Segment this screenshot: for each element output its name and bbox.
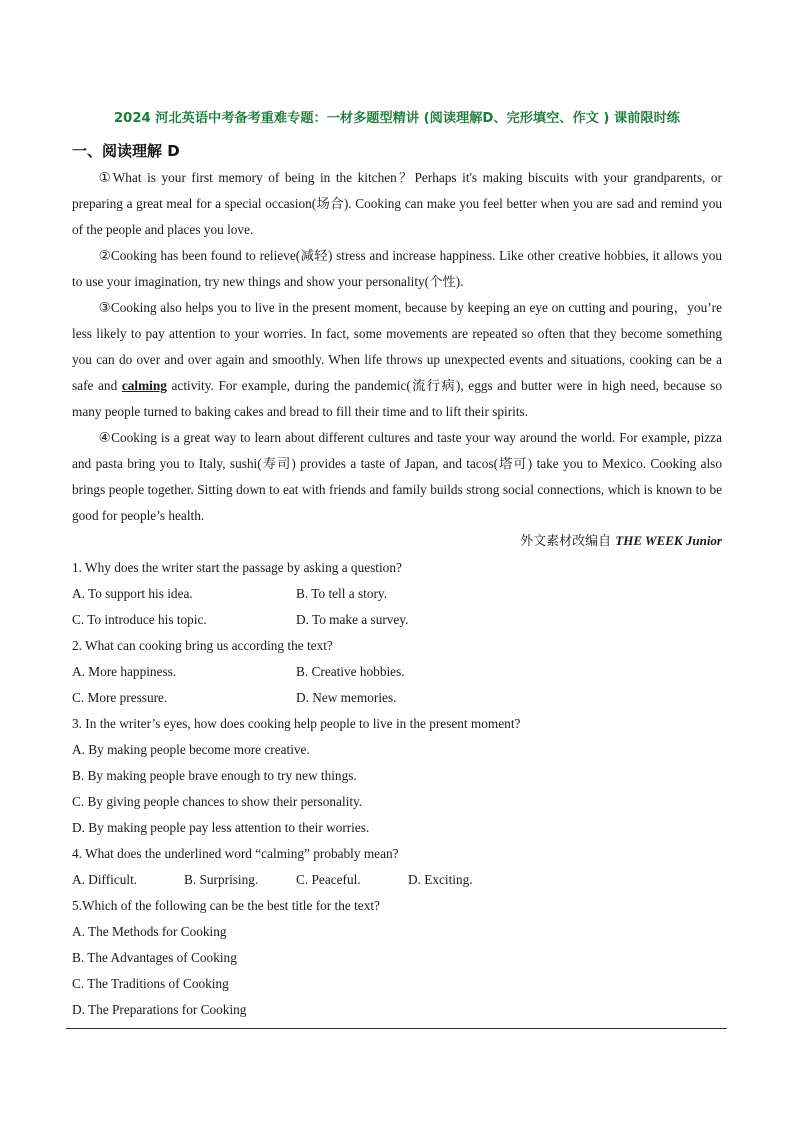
- footer-divider: [66, 1028, 727, 1029]
- reading-passage: [72, 165, 722, 529]
- question-stem: 2. What can cooking bring us according the text?: [72, 638, 333, 653]
- option-row: [72, 607, 722, 633]
- paragraph-2: ②Cooking has been found to relieve(减轻) stress and increase happiness. Like other creative hobbies, it allows you to use your imagination, try new things and show your personality(个性).: [72, 248, 722, 289]
- option: C. Peaceful.: [296, 872, 361, 887]
- option: A. The Methods for Cooking: [72, 924, 227, 939]
- option: C. By giving people chances to show their personality.: [72, 794, 363, 809]
- option-row: [72, 659, 722, 685]
- option: B. To tell a story.: [296, 586, 388, 601]
- option: A. By making people become more creative.: [72, 742, 310, 757]
- question-stem: 5.Which of the following can be the best title for the text?: [72, 898, 380, 913]
- paragraph-1: ①What is your first memory of being in the kitchen？Perhaps it's making biscuits with your grandparents, or preparing a great meal for a special occasion(场合). Cooking can make you feel better when you are sad and remind you of the people and places you love.: [72, 170, 722, 237]
- question-stem: 3. In the writer’s eyes, how does cooking help people to live in the present moment?: [72, 716, 521, 731]
- option: C. The Traditions of Cooking: [72, 976, 229, 991]
- option: C. To introduce his topic.: [72, 612, 207, 627]
- paragraph-3: ③Cooking also helps you to live in the present moment, because by keeping an eye on cutting and pouring，you’re less likely to pay attention to your worries. In fact, some movements are repeated so often that they become something you can do over and over again and smoothly. When life throws up unexpected events and situations, cooking can be a safe and calming activity. For example, during the pandemic(流行病), eggs and butter were in high need, because so many people turned to baking cakes and bread to fill their time and to lift their spirits.: [72, 300, 722, 419]
- document-title: 2024 河北英语中考备考重难专题：一材多题型精讲 (阅读理解D、完形填空、作文 ) 课前限时练: [113, 111, 680, 126]
- option: D. By making people pay less attention to their worries.: [72, 820, 370, 835]
- option: C. More pressure.: [72, 690, 168, 705]
- option: A. Difficult.: [72, 872, 138, 887]
- source-credit: 外文素材改编自 THE WEEK Junior: [520, 533, 722, 549]
- paragraph-4: ④Cooking is a great way to learn about different cultures and taste your way around the world. For example, pizza and pasta bring you to Italy, sushi(寿司) provides a taste of Japan, and tacos(塔可) take you to Mexico. Cooking also brings people together. Sitting down to eat with friends and family builds strong social connections, which is known to be good for people’s health.: [72, 430, 722, 523]
- option: D. To make a survey.: [296, 612, 409, 627]
- option: D. New memories.: [296, 690, 397, 705]
- option: D. The Preparations for Cooking: [72, 1002, 247, 1017]
- question-list: [72, 555, 722, 1023]
- option: B. Surprising.: [184, 872, 259, 887]
- underlined-word: calming: [121, 378, 167, 393]
- option: D. Exciting.: [408, 872, 473, 887]
- section-heading: 一、阅读理解 D: [72, 142, 180, 160]
- option: B. By making people brave enough to try new things.: [72, 768, 357, 783]
- question-stem: 4. What does the underlined word “calming” probably mean?: [72, 846, 399, 861]
- option-row: [72, 867, 722, 893]
- option: A. To support his idea.: [72, 586, 193, 601]
- option-row: [72, 685, 722, 711]
- option: B. Creative hobbies.: [296, 664, 405, 679]
- option: B. The Advantages of Cooking: [72, 950, 237, 965]
- option: A. More happiness.: [72, 664, 177, 679]
- question-stem: 1. Why does the writer start the passage by asking a question?: [72, 560, 402, 575]
- option-row: [72, 581, 722, 607]
